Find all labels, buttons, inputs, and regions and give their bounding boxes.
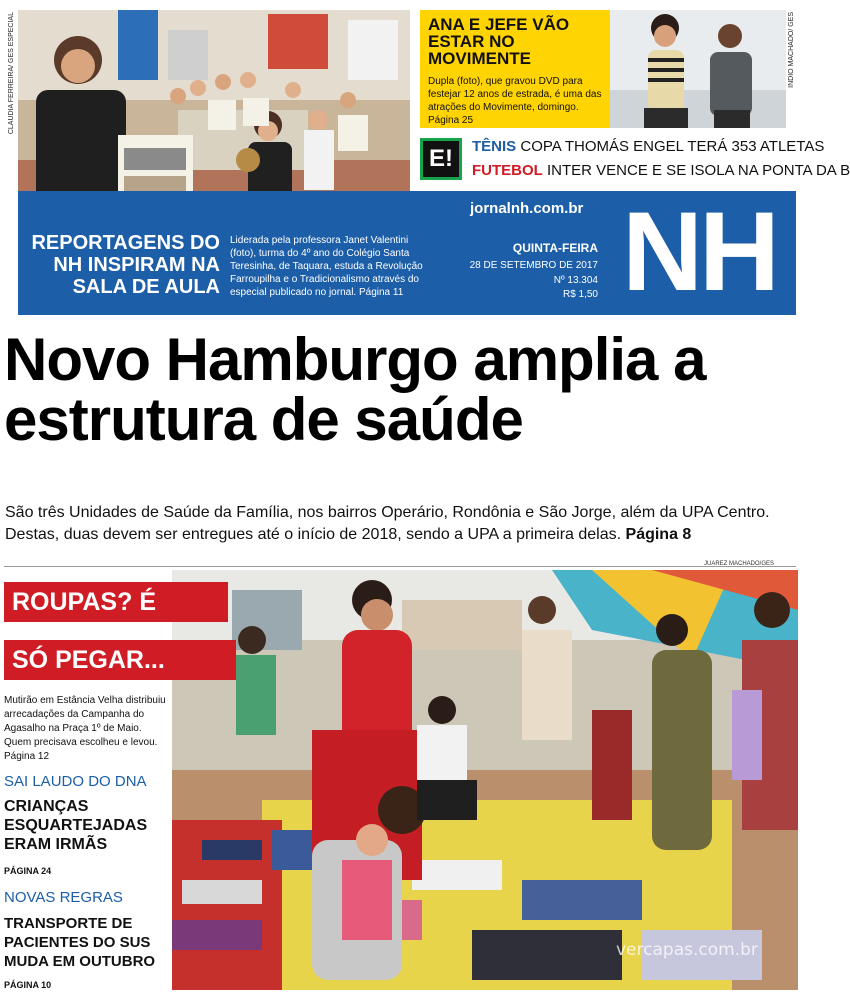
promo-title: ANA E JEFE VÃO ESTAR NO MOVIMENTE (428, 15, 570, 68)
brief-kicker: FUTEBOL (472, 162, 543, 179)
band-headline: REPORTAGENS DO NH INSPIRAM NA SALA DE AULA (31, 232, 220, 298)
issue-weekday: QUINTA-FEIRA (512, 241, 598, 255)
photo-credit-duo: INDIO MACHADO/ GES (788, 12, 795, 88)
e-logo: E! (420, 138, 462, 180)
divider (4, 566, 796, 567)
band-text: Liderada pela professora Janet Valentini (foto), turma do 4º ano do Colégio Santa Teresinha, de Taquara, estuda a Revolução Farroupilha e o Tradicionalismo através do especial publicado no jornal. Página 11 (230, 235, 423, 298)
promo-text: Dupla (foto), que gravou DVD para festejar 12 anos de estrada, é uma das atrações do Movimente, domingo. Página 25 (428, 76, 602, 126)
main-deck-page: Página 8 (625, 526, 692, 543)
roupas-text: Mutirão em Estância Velha distribuiu arrecadações da Campanha do Agasalho na Praça 1º de Maio. Quem precisava escolheu e levou. Página 12 (4, 695, 166, 762)
watermark: vercapas.com.br (616, 940, 758, 960)
brief-text: COPA THOMÁS ENGEL TERÁ 353 ATLETAS (520, 138, 825, 155)
photo-credit-market: JUAREZ MACHADO/GES (704, 561, 775, 567)
main-deck (5, 502, 797, 546)
roupas-tag-line1[interactable]: ROUPAS? É (4, 582, 228, 622)
issue-date: 28 DE SETEMBRO DE 2017 (469, 260, 598, 271)
main-deck-text: São três Unidades de Saúde da Família, nos bairros Operário, Rondônia e São Jorge, além da UPA Centro. Destas, duas devem ser entregues até o início de 2018, sendo a UPA a primeira delas. (5, 504, 770, 543)
photo-credit-classroom: CLAUDIA FERREIRA/ GES ESPECIAL (8, 12, 15, 135)
roupas-tag-line2[interactable]: SÓ PEGAR... (4, 640, 236, 680)
side-story-headline[interactable]: CRIANÇAS ESQUARTEJADAS ERAM IRMÃS (4, 798, 148, 853)
side-story-kicker: NOVAS REGRAS (4, 889, 123, 906)
side-story-kicker: SAI LAUDO DO DNA (4, 773, 147, 790)
duo-photo (610, 10, 786, 128)
issue-number: Nº 13.304 (553, 275, 598, 286)
clothing-market-photo (172, 570, 798, 990)
side-story-page: PÁGINA 24 (4, 866, 52, 876)
brief-futebol[interactable] (472, 162, 850, 179)
side-story-headline[interactable]: TRANSPORTE DE PACIENTES DO SUS MUDA EM OUTUBRO (4, 915, 156, 970)
main-headline[interactable]: Novo Hamburgo amplia a estrutura de saúde (4, 326, 706, 453)
issue-price: R$ 1,50 (562, 289, 598, 300)
promo-box (420, 10, 610, 128)
brief-tenis[interactable] (472, 138, 824, 155)
brief-kicker: TÊNIS (472, 138, 517, 155)
site-url[interactable]: jornalnh.com.br (470, 200, 584, 217)
brief-text: INTER VENCE E SE ISOLA NA PONTA DA B (547, 162, 850, 179)
nh-logo: NH (622, 189, 776, 314)
side-story-page: PÁGINA 10 (4, 980, 52, 990)
